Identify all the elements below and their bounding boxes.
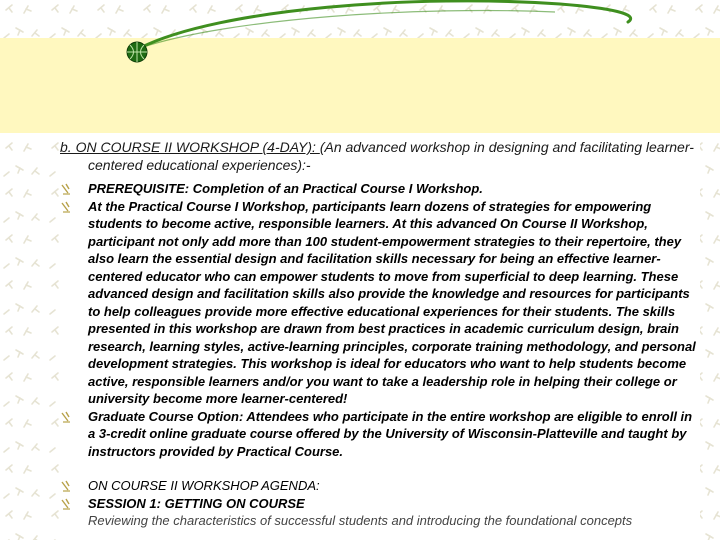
heading-suffix: :- <box>302 157 311 173</box>
bullet-icon <box>60 183 72 195</box>
list-item <box>60 198 700 408</box>
cut-off-text: Reviewing the characteristics of successful students and introducing the foundational concepts <box>88 513 633 528</box>
list-item <box>60 180 700 198</box>
bullet-icon <box>60 498 72 510</box>
prerequisite-text: PREREQUISITE: Completion of an Practical Course I Workshop. <box>88 181 483 196</box>
bullet-icon <box>60 411 72 423</box>
globe-icon <box>127 42 147 62</box>
bullet-icon <box>60 201 72 213</box>
list-item <box>60 495 700 513</box>
list-item <box>60 477 700 495</box>
session-title: SESSION 1: GETTING ON COURSE <box>88 495 305 511</box>
decorative-swoosh <box>0 0 720 140</box>
heading-prefix: b. ON COURSE II WORKSHOP (4-DAY): <box>60 139 320 155</box>
section-heading <box>60 138 700 174</box>
heading-text: (An advanced workshop in designing and facilitating learner-centered educational experiences) <box>88 139 694 173</box>
bullet-icon <box>60 480 72 492</box>
cut-off-line <box>60 512 700 530</box>
agenda-title: ON COURSE II WORKSHOP AGENDA: <box>88 478 320 493</box>
graduate-option-text: Graduate Course Option: Attendees who participate in the entire workshop are eligible to enroll in a 3-credit online graduate course offered by the University of Wisconsin-Platteville and taught by instructors provided by Practical Course. <box>88 408 693 459</box>
description-text: At the Practical Course I Workshop, participants learn dozens of strategies for empowering students to become active, responsible learners. At this advanced On Course II Workshop, participant not only add more than 100 student-empowerment strategies to their repertoire, they also learn the essential design and facilitation skills necessary for being an effective learner-centered educator who can empower students to move from superficial to deep learning. These advanced design and facilitation skills also provide the knowledge and resources for participants to help colleagues provide more effective educational experiences for their students. The skills presented in this workshop are drawn from best practices in academic curriculum design, brain research, learning styles, active-learning principles, corporate training methodology, and personal development strategies. This workshop is ideal for educators who want to help students become active, responsible learners and/or you want to take a leadership role in helping their college or university become more learner-centered! <box>88 198 696 406</box>
slide-content <box>60 133 700 540</box>
list-item <box>60 408 700 461</box>
